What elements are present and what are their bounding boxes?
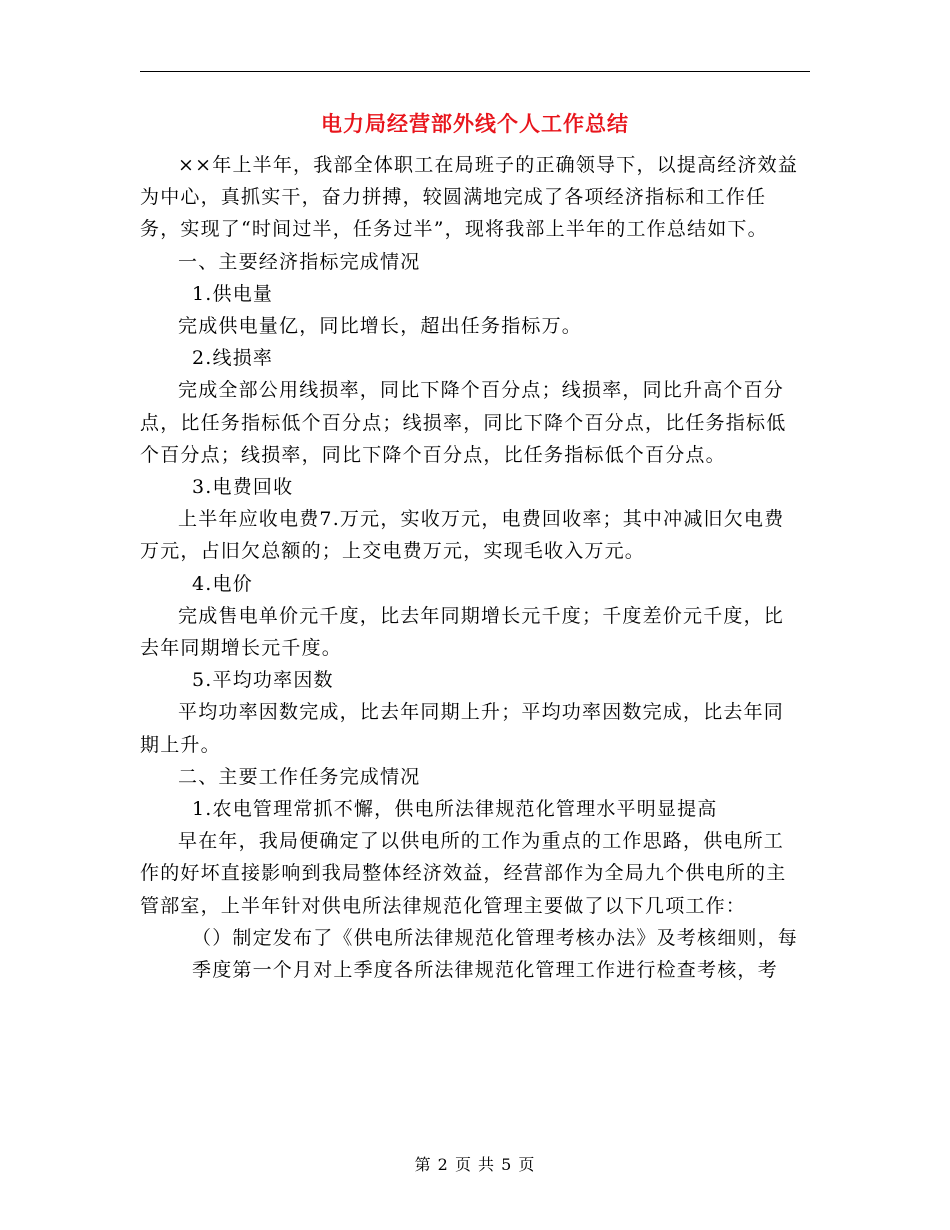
section-subheading: （）制定发布了《供电所法律规范化管理考核办法》及考核细则，每季度第一个月对上季度各所法律规范化管理工作进行检查考核，考: [192, 926, 799, 982]
body-paragraph: 完成供电量亿，同比增长，超出任务指标万。: [178, 315, 583, 338]
body-paragraph: 一、主要经济指标完成情况: [178, 250, 421, 273]
body-paragraph: 完成售电单价元千度，比去年同期增长元千度；千度差价元千度，比去年同期增长元千度。: [140, 604, 785, 660]
body-paragraph: ××年上半年，我部全体职工在局班子的正确领导下，以提高经济效益为中心，真抓实干，奋力拼搏，较圆满地完成了各项经济指标和工作任务，实现了“时间过半，任务过半”，现将我部上半年的工作总结如下。: [140, 154, 799, 241]
section-subheading: 1.供电量: [192, 282, 274, 305]
section-subheading: 3.电费回收: [192, 476, 294, 499]
document-title: 电力局经营部外线个人工作总结: [321, 111, 629, 136]
body-paragraph: 早在年，我局便确定了以供电所的工作为重点的工作思路，供电所工作的好坏直接影响到我局整体经济效益，经营部作为全局九个供电所的主管部室，上半年针对供电所法律规范化管理主要做了以下几项工作：: [140, 830, 787, 917]
section-subheading: 4.电价: [192, 572, 253, 595]
document-body: [140, 149, 800, 986]
section-subheading: 1.农电管理常抓不懈，供电所法律规范化管理水平明显提高: [192, 798, 718, 821]
section-subheading: 5.平均功率因数: [192, 669, 334, 692]
body-paragraph: 二、主要工作任务完成情况: [178, 765, 421, 788]
page-footer: 第 2 页 共 5 页: [414, 1155, 536, 1174]
body-paragraph: 平均功率因数完成，比去年同期上升；平均功率因数完成，比去年同期上升。: [140, 701, 785, 756]
body-paragraph: 上半年应收电费7.万元，实收万元，电费回收率；其中冲减旧欠电费万元，占旧欠总额的；上交电费万元，实现毛收入万元。: [140, 508, 785, 563]
section-subheading: 2.线损率: [192, 347, 274, 370]
body-paragraph: 完成全部公用线损率，同比下降个百分点；线损率，同比升高个百分点，比任务指标低个百分点；线损率，同比下降个百分点，比任务指标低个百分点；线损率，同比下降个百分点，比任务指标低个百分点。: [140, 379, 787, 466]
header-rule: [140, 71, 810, 72]
